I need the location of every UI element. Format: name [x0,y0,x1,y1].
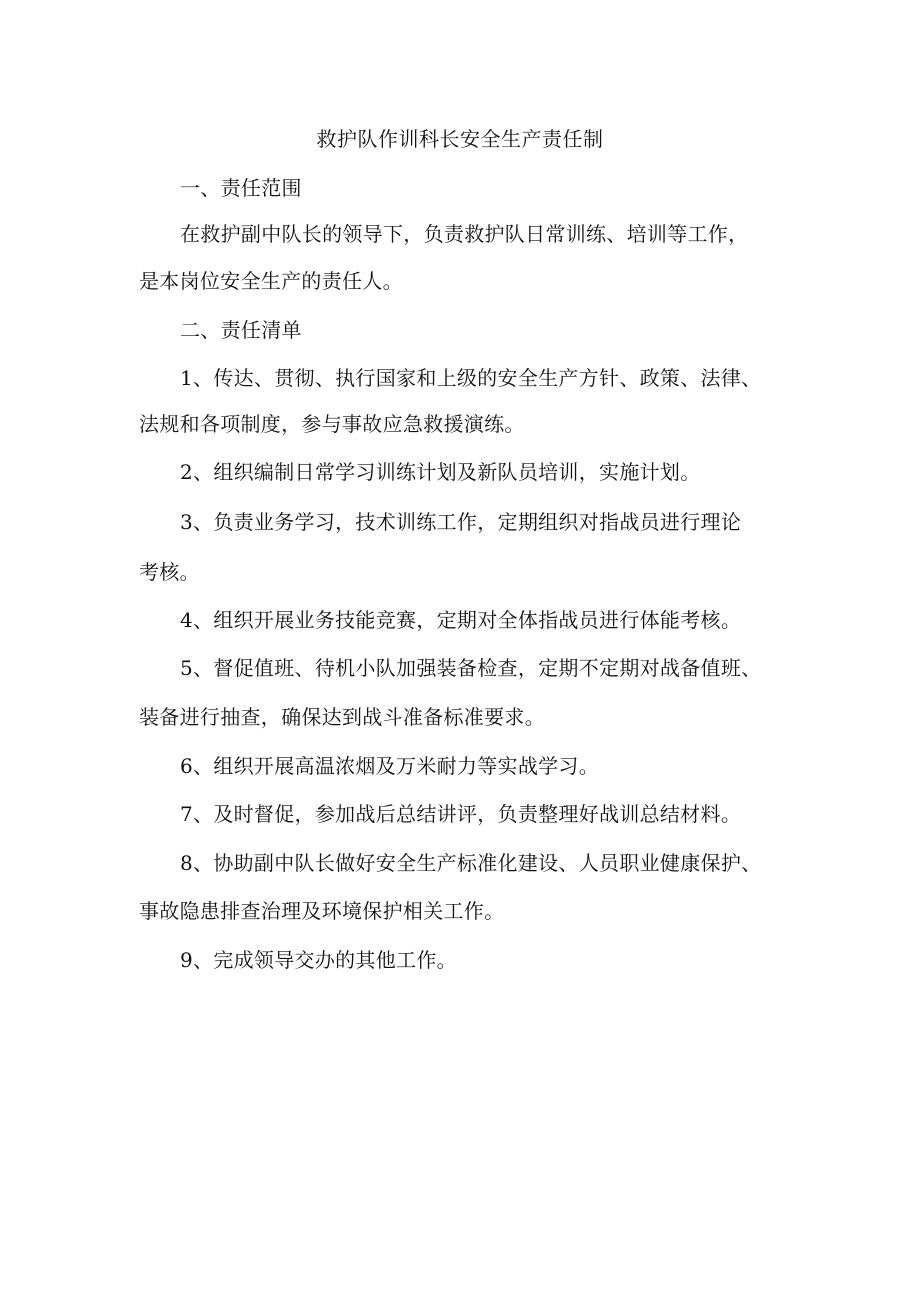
list-item-4: 4、组织开展业务技能竞赛，定期对全体指战员进行体能考核。 [180,608,742,632]
section-heading-scope: 一、责任范围 [180,176,302,200]
list-item-6: 6、组织开展高温浓烟及万米耐力等实战学习。 [180,754,600,778]
list-item-5-line-2: 装备进行抽查，确保达到战斗准备标准要求。 [139,705,545,729]
list-item-3-line-1: 3、负责业务学习，技术训练工作，定期组织对指战员进行理论 [180,510,742,534]
list-item-3-line-2: 考核。 [139,560,200,584]
list-item-8-line-2: 事故隐患排查治理及环境保护相关工作。 [139,899,505,923]
list-item-1-line-2: 法规和各项制度，参与事故应急救援演练。 [139,412,525,436]
scope-paragraph-line-1: 在救护副中队长的领导下，负责救护队日常训练、培训等工作， [180,222,749,246]
section-heading-checklist: 二、责任清单 [180,318,302,342]
list-item-1-line-1: 1、传达、贯彻、执行国家和上级的安全生产方针、政策、法律、 [180,366,762,390]
list-item-8-line-1: 8、协助副中队长做好安全生产标准化建设、人员职业健康保护、 [180,851,762,875]
list-item-9: 9、完成领导交办的其他工作。 [180,948,457,972]
document-title: 救护队作训科长安全生产责任制 [316,127,604,151]
list-item-7: 7、及时督促，参加战后总结讲评，负责整理好战训总结材料。 [180,802,742,826]
scope-paragraph-line-2: 是本岗位安全生产的责任人。 [139,269,403,293]
list-item-5-line-1: 5、督促值班、待机小队加强装备检查，定期不定期对战备值班、 [180,656,762,680]
list-item-2: 2、组织编制日常学习训练计划及新队员培训，实施计划。 [180,460,701,484]
